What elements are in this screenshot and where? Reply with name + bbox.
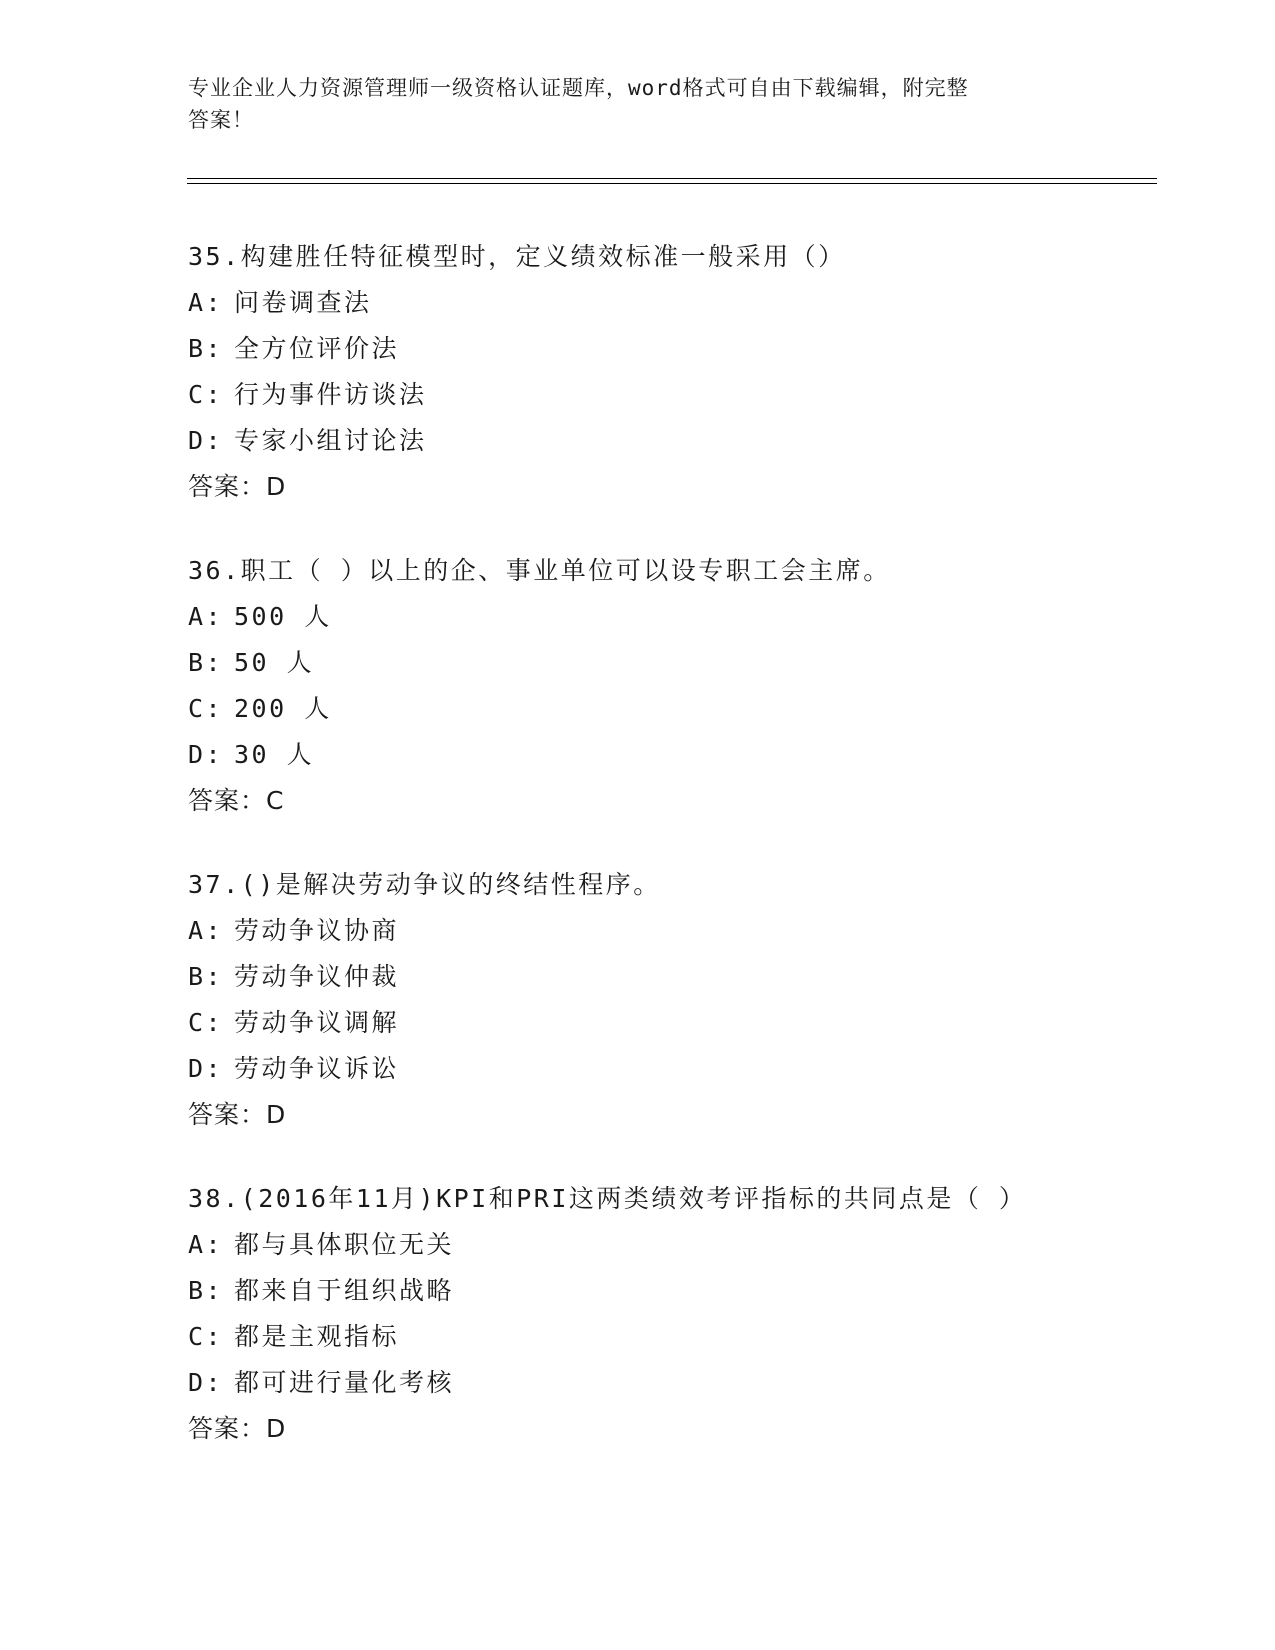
option-text: 500 人 bbox=[234, 602, 332, 631]
option-text: 都可进行量化考核 bbox=[234, 1368, 455, 1397]
option-a bbox=[188, 594, 1128, 640]
option-c bbox=[188, 1314, 1128, 1360]
option-label: C: bbox=[188, 1008, 224, 1037]
answer-line: 答案：D bbox=[188, 1100, 287, 1129]
option-label: A: bbox=[188, 1230, 224, 1259]
option-b bbox=[188, 326, 1128, 372]
option-text: 问卷调查法 bbox=[234, 288, 372, 317]
question-stem: 38.(2016年11月)KPI和PRI这两类绩效考评指标的共同点是（ ） bbox=[188, 1184, 1027, 1213]
option-a bbox=[188, 1222, 1128, 1268]
document-header bbox=[188, 72, 1088, 136]
option-d bbox=[188, 732, 1128, 778]
question-stem: 36.职工（ ）以上的企、事业单位可以设专职工会主席。 bbox=[188, 556, 891, 585]
option-d bbox=[188, 1046, 1128, 1092]
option-text: 全方位评价法 bbox=[234, 334, 400, 363]
option-b bbox=[188, 1268, 1128, 1314]
option-label: D: bbox=[188, 1054, 224, 1083]
option-text: 200 人 bbox=[234, 694, 332, 723]
option-text: 都是主观指标 bbox=[234, 1322, 400, 1351]
option-text: 专家小组讨论法 bbox=[234, 426, 427, 455]
option-text: 都来自于组织战略 bbox=[234, 1276, 455, 1305]
option-label: D: bbox=[188, 426, 224, 455]
option-text: 30 人 bbox=[234, 740, 315, 769]
header-line-1: 专业企业人力资源管理师一级资格认证题库，word格式可自由下载编辑，附完整 bbox=[188, 76, 969, 100]
option-d bbox=[188, 418, 1128, 464]
option-label: D: bbox=[188, 1368, 224, 1397]
option-label: B: bbox=[188, 334, 224, 363]
question-stem: 37.()是解决劳动争议的终结性程序。 bbox=[188, 870, 661, 899]
option-text: 行为事件访谈法 bbox=[234, 380, 427, 409]
option-c bbox=[188, 686, 1128, 732]
option-b bbox=[188, 640, 1128, 686]
option-label: B: bbox=[188, 962, 224, 991]
option-b bbox=[188, 954, 1128, 1000]
question-36 bbox=[188, 548, 1128, 824]
option-label: D: bbox=[188, 740, 224, 769]
option-label: B: bbox=[188, 1276, 224, 1305]
header-divider-bottom bbox=[187, 183, 1157, 184]
option-label: A: bbox=[188, 916, 224, 945]
option-label: A: bbox=[188, 602, 224, 631]
option-text: 劳动争议仲裁 bbox=[234, 962, 400, 991]
option-text: 劳动争议调解 bbox=[234, 1008, 400, 1037]
question-38 bbox=[188, 1176, 1128, 1452]
option-text: 50 人 bbox=[234, 648, 315, 677]
option-a bbox=[188, 280, 1128, 326]
option-a bbox=[188, 908, 1128, 954]
answer-line: 答案：D bbox=[188, 1414, 287, 1443]
option-label: A: bbox=[188, 288, 224, 317]
option-text: 都与具体职位无关 bbox=[234, 1230, 455, 1259]
option-label: C: bbox=[188, 694, 224, 723]
option-label: C: bbox=[188, 1322, 224, 1351]
question-list bbox=[188, 234, 1128, 1490]
option-c bbox=[188, 372, 1128, 418]
header-divider-top bbox=[187, 178, 1157, 179]
option-c bbox=[188, 1000, 1128, 1046]
answer-line: 答案：C bbox=[188, 786, 285, 815]
option-text: 劳动争议诉讼 bbox=[234, 1054, 400, 1083]
answer-line: 答案：D bbox=[188, 472, 287, 501]
option-text: 劳动争议协商 bbox=[234, 916, 400, 945]
option-d bbox=[188, 1360, 1128, 1406]
header-line-2: 答案！ bbox=[188, 108, 254, 132]
option-label: B: bbox=[188, 648, 224, 677]
question-35 bbox=[188, 234, 1128, 510]
option-label: C: bbox=[188, 380, 224, 409]
question-stem: 35.构建胜任特征模型时，定义绩效标准一般采用（） bbox=[188, 242, 846, 271]
question-37 bbox=[188, 862, 1128, 1138]
